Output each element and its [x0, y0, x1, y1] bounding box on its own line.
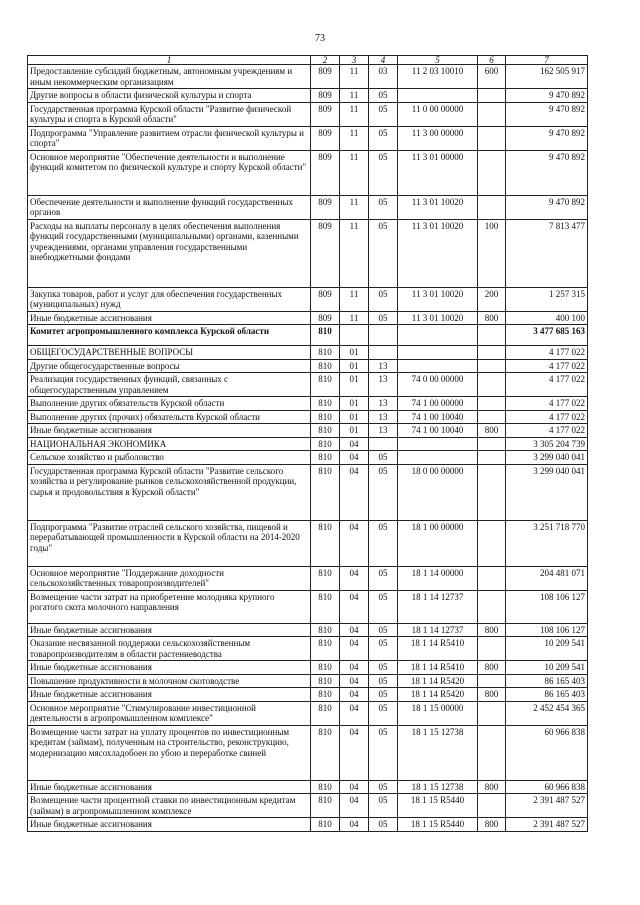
row-csr-cell: 18 1 14 R5420 [398, 688, 478, 702]
row-rz-cell: 04 [340, 451, 369, 465]
row-sum-cell: 9 470 892 [506, 89, 588, 103]
row-vr-cell: 800 [478, 623, 506, 637]
row-ved-cell: 810 [311, 780, 340, 794]
row-csr-cell: 11 3 01 10020 [398, 311, 478, 325]
row-pr-cell: 05 [369, 688, 398, 702]
table-row [28, 520, 588, 566]
column-header: 7 [506, 56, 588, 65]
row-csr-cell: 18 1 14 12737 [398, 590, 478, 623]
table-row [28, 359, 588, 373]
budget-table [27, 55, 588, 832]
row-ved-cell: 809 [311, 102, 340, 126]
row-pr-cell: 05 [369, 701, 398, 725]
row-pr-cell [369, 437, 398, 451]
row-sum-cell: 162 505 917 [506, 65, 588, 89]
row-pr-cell: 13 [369, 424, 398, 438]
row-name-cell: Возмещение части процентной ставки по инвестиционным кредитам (займам) в агропромышленном комплексе [28, 794, 311, 818]
row-vr-cell [478, 451, 506, 465]
row-name-cell: Сельское хозяйство и рыболовство [28, 451, 311, 465]
row-pr-cell: 13 [369, 359, 398, 373]
row-name-cell: ОБЩЕГОСУДАРСТВЕННЫЕ ВОПРОСЫ [28, 346, 311, 360]
row-ved-cell: 810 [311, 674, 340, 688]
row-rz-cell [340, 325, 369, 346]
row-rz-cell: 01 [340, 410, 369, 424]
row-csr-cell: 74 1 00 00000 [398, 397, 478, 411]
table-row [28, 780, 588, 794]
row-csr-cell: 18 1 14 R5410 [398, 661, 478, 675]
row-pr-cell: 05 [369, 590, 398, 623]
row-vr-cell [478, 102, 506, 126]
table-row [28, 325, 588, 346]
row-sum-cell: 108 106 127 [506, 590, 588, 623]
row-sum-cell: 400 100 [506, 311, 588, 325]
row-sum-cell: 4 177 022 [506, 424, 588, 438]
row-rz-cell: 11 [340, 89, 369, 103]
row-sum-cell: 4 177 022 [506, 373, 588, 397]
row-ved-cell: 809 [311, 311, 340, 325]
row-sum-cell: 4 177 022 [506, 346, 588, 360]
row-csr-cell: 18 1 15 R5440 [398, 818, 478, 832]
row-ved-cell: 810 [311, 701, 340, 725]
row-csr-cell: 11 3 00 00000 [398, 126, 478, 150]
row-name-cell: Иные бюджетные ассигнования [28, 623, 311, 637]
row-sum-cell: 204 481 071 [506, 566, 588, 590]
table-row [28, 89, 588, 103]
row-ved-cell: 810 [311, 725, 340, 780]
row-name-cell: Другие общегосударственные вопросы [28, 359, 311, 373]
row-pr-cell: 05 [369, 219, 398, 287]
row-sum-cell: 2 452 454 365 [506, 701, 588, 725]
row-ved-cell: 810 [311, 566, 340, 590]
row-pr-cell: 05 [369, 464, 398, 520]
row-vr-cell: 800 [478, 311, 506, 325]
row-rz-cell: 11 [340, 126, 369, 150]
column-header: 1 [28, 56, 311, 65]
row-ved-cell: 810 [311, 661, 340, 675]
table-row [28, 311, 588, 325]
row-vr-cell: 800 [478, 661, 506, 675]
row-sum-cell: 3 251 718 770 [506, 520, 588, 566]
row-sum-cell: 7 813 477 [506, 219, 588, 287]
row-name-cell: Предоставление субсидий бюджетным, автономным учреждениям и иным некоммерческим организациям [28, 65, 311, 89]
row-ved-cell: 810 [311, 325, 340, 346]
row-csr-cell [398, 89, 478, 103]
table-row [28, 701, 588, 725]
row-ved-cell: 809 [311, 195, 340, 219]
row-csr-cell: 74 1 00 10040 [398, 410, 478, 424]
row-ved-cell: 810 [311, 373, 340, 397]
row-rz-cell: 11 [340, 102, 369, 126]
table-row [28, 464, 588, 520]
row-name-cell: Иные бюджетные ассигнования [28, 424, 311, 438]
row-pr-cell: 13 [369, 410, 398, 424]
row-csr-cell [398, 451, 478, 465]
row-csr-cell: 18 1 00 00000 [398, 520, 478, 566]
row-ved-cell: 810 [311, 794, 340, 818]
row-csr-cell: 18 1 15 00000 [398, 701, 478, 725]
table-row [28, 346, 588, 360]
column-header: 5 [398, 56, 478, 65]
table-row [28, 424, 588, 438]
table-row [28, 637, 588, 661]
row-rz-cell: 04 [340, 701, 369, 725]
row-name-cell: Возмещение части затрат на уплату процентов по инвестиционным кредитам (займам), полученным на строительство, реконструкцию, модернизацию мясохладобоен по убою и переработке свиней [28, 725, 311, 780]
row-vr-cell [478, 637, 506, 661]
row-pr-cell [369, 325, 398, 346]
row-ved-cell: 809 [311, 150, 340, 195]
row-name-cell: Основное мероприятие "Обеспечение деятельности и выполнение функций комитетом по физической культуре и спорту Курской области" [28, 150, 311, 195]
row-sum-cell: 9 470 892 [506, 150, 588, 195]
table-row [28, 794, 588, 818]
row-rz-cell: 04 [340, 566, 369, 590]
row-ved-cell: 810 [311, 637, 340, 661]
row-vr-cell [478, 464, 506, 520]
row-pr-cell: 05 [369, 89, 398, 103]
row-vr-cell [478, 373, 506, 397]
row-csr-cell [398, 437, 478, 451]
row-name-cell: Оказание несвязанной поддержки сельскохозяйственным товаропроизводителям в области растениеводства [28, 637, 311, 661]
row-rz-cell: 04 [340, 794, 369, 818]
row-ved-cell: 809 [311, 219, 340, 287]
row-pr-cell: 05 [369, 674, 398, 688]
row-csr-cell: 11 3 01 10020 [398, 219, 478, 287]
row-name-cell: Реализация государственных функций, связанных с общегосударственным управлением [28, 373, 311, 397]
column-header: 2 [311, 56, 340, 65]
row-csr-cell: 18 1 14 R5420 [398, 674, 478, 688]
row-vr-cell [478, 437, 506, 451]
row-csr-cell: 11 3 01 10020 [398, 195, 478, 219]
row-name-cell: Основное мероприятие "Поддержание доходности сельскохозяйственных товаропроизводителей" [28, 566, 311, 590]
row-csr-cell: 18 1 15 12738 [398, 780, 478, 794]
row-sum-cell: 86 165 403 [506, 688, 588, 702]
row-vr-cell [478, 794, 506, 818]
row-csr-cell: 74 1 00 10040 [398, 424, 478, 438]
row-rz-cell: 04 [340, 520, 369, 566]
table-row [28, 65, 588, 89]
column-header: 4 [369, 56, 398, 65]
row-ved-cell: 810 [311, 623, 340, 637]
row-rz-cell: 11 [340, 219, 369, 287]
table-row [28, 126, 588, 150]
row-ved-cell: 810 [311, 590, 340, 623]
row-pr-cell: 05 [369, 126, 398, 150]
row-rz-cell: 04 [340, 780, 369, 794]
row-sum-cell: 9 470 892 [506, 126, 588, 150]
row-rz-cell: 04 [340, 725, 369, 780]
row-ved-cell: 810 [311, 359, 340, 373]
row-vr-cell: 800 [478, 780, 506, 794]
column-header-row [28, 56, 588, 65]
row-sum-cell: 3 299 040 041 [506, 451, 588, 465]
row-rz-cell: 04 [340, 661, 369, 675]
row-name-cell: Основное мероприятие "Стимулирование инвестиционной деятельности в агропромышленном комплексе" [28, 701, 311, 725]
row-rz-cell: 11 [340, 65, 369, 89]
row-sum-cell: 60 966 838 [506, 780, 588, 794]
row-name-cell: Иные бюджетные ассигнования [28, 661, 311, 675]
row-name-cell: Иные бюджетные ассигнования [28, 818, 311, 832]
row-sum-cell: 4 177 022 [506, 397, 588, 411]
row-pr-cell: 05 [369, 661, 398, 675]
row-name-cell: Иные бюджетные ассигнования [28, 311, 311, 325]
column-header: 6 [478, 56, 506, 65]
row-vr-cell [478, 520, 506, 566]
table-row [28, 623, 588, 637]
row-ved-cell: 810 [311, 437, 340, 451]
row-ved-cell: 810 [311, 424, 340, 438]
table-row [28, 410, 588, 424]
row-ved-cell: 809 [311, 65, 340, 89]
page-number: 73 [315, 33, 325, 44]
row-sum-cell: 86 165 403 [506, 674, 588, 688]
row-vr-cell: 100 [478, 219, 506, 287]
row-vr-cell [478, 725, 506, 780]
row-name-cell: Расходы на выплаты персоналу в целях обеспечения выполнения функций государственными (муниципальными) органами, казенными учреждениями, органами управления государственными внебюджетными фондами [28, 219, 311, 287]
table-body [28, 65, 588, 832]
row-vr-cell [478, 590, 506, 623]
row-rz-cell: 11 [340, 150, 369, 195]
table-row [28, 674, 588, 688]
column-header: 3 [340, 56, 369, 65]
row-rz-cell: 04 [340, 623, 369, 637]
row-sum-cell: 108 106 127 [506, 623, 588, 637]
row-csr-cell: 18 0 00 00000 [398, 464, 478, 520]
row-pr-cell: 05 [369, 818, 398, 832]
row-rz-cell: 04 [340, 437, 369, 451]
table-row [28, 725, 588, 780]
row-rz-cell: 11 [340, 195, 369, 219]
row-pr-cell: 05 [369, 520, 398, 566]
row-rz-cell: 04 [340, 674, 369, 688]
row-vr-cell [478, 195, 506, 219]
row-ved-cell: 810 [311, 688, 340, 702]
row-rz-cell: 04 [340, 688, 369, 702]
row-vr-cell [478, 325, 506, 346]
row-pr-cell: 05 [369, 150, 398, 195]
row-ved-cell: 810 [311, 464, 340, 520]
row-name-cell: Иные бюджетные ассигнования [28, 780, 311, 794]
row-sum-cell: 4 177 022 [506, 359, 588, 373]
row-name-cell: Выполнение других обязательств Курской области [28, 397, 311, 411]
row-vr-cell [478, 566, 506, 590]
row-name-cell: Подпрограмма "Управление развитием отрасли физической культуры и спорта" [28, 126, 311, 150]
row-sum-cell: 60 966 838 [506, 725, 588, 780]
row-pr-cell: 05 [369, 102, 398, 126]
row-ved-cell: 810 [311, 397, 340, 411]
row-rz-cell: 01 [340, 346, 369, 360]
row-ved-cell: 810 [311, 818, 340, 832]
row-rz-cell: 01 [340, 373, 369, 397]
row-ved-cell: 809 [311, 287, 340, 311]
row-sum-cell: 3 477 685 163 [506, 325, 588, 346]
table-row [28, 195, 588, 219]
row-pr-cell: 05 [369, 725, 398, 780]
row-rz-cell: 04 [340, 818, 369, 832]
row-pr-cell: 05 [369, 287, 398, 311]
row-vr-cell: 600 [478, 65, 506, 89]
row-csr-cell: 11 2 03 10010 [398, 65, 478, 89]
row-csr-cell: 11 0 00 00000 [398, 102, 478, 126]
row-name-cell: Государственная программа Курской области "Развитие физической культуры и спорта в Курской области" [28, 102, 311, 126]
row-pr-cell: 05 [369, 195, 398, 219]
row-name-cell: Государственная программа Курской области "Развитие сельского хозяйства и регулирование рынков сельскохозяйственной продукции, сырья и продовольствия в Курской области" [28, 464, 311, 520]
table-row [28, 661, 588, 675]
row-sum-cell: 9 470 892 [506, 102, 588, 126]
row-vr-cell [478, 150, 506, 195]
row-vr-cell [478, 126, 506, 150]
row-pr-cell [369, 346, 398, 360]
row-ved-cell: 809 [311, 126, 340, 150]
row-sum-cell: 10 209 541 [506, 637, 588, 661]
table-row [28, 566, 588, 590]
row-name-cell: Комитет агропромышленного комплекса Курской области [28, 325, 311, 346]
row-pr-cell: 05 [369, 794, 398, 818]
row-name-cell: Выполнение других (прочих) обязательств Курской области [28, 410, 311, 424]
row-pr-cell: 13 [369, 397, 398, 411]
row-name-cell: Подпрограмма "Развитие отраслей сельского хозяйства, пищевой и перерабатывающей промышленности в Курской области на 2014-2020 годы" [28, 520, 311, 566]
row-pr-cell: 13 [369, 373, 398, 397]
row-csr-cell [398, 359, 478, 373]
row-ved-cell: 810 [311, 410, 340, 424]
row-ved-cell: 809 [311, 89, 340, 103]
row-name-cell: НАЦИОНАЛЬНАЯ ЭКОНОМИКА [28, 437, 311, 451]
row-csr-cell: 11 3 01 10020 [398, 287, 478, 311]
row-vr-cell: 800 [478, 424, 506, 438]
row-vr-cell [478, 346, 506, 360]
row-name-cell: Обеспечение деятельности и выполнение функций государственных органов [28, 195, 311, 219]
table-row [28, 373, 588, 397]
row-name-cell: Закупка товаров, работ и услуг для обеспечения государственных (муниципальных) нужд [28, 287, 311, 311]
row-pr-cell: 05 [369, 780, 398, 794]
row-rz-cell: 04 [340, 637, 369, 661]
row-vr-cell [478, 89, 506, 103]
row-name-cell: Возмещение части затрат на приобретение молодняка крупного рогатого скота молочного направления [28, 590, 311, 623]
row-vr-cell [478, 674, 506, 688]
row-csr-cell [398, 325, 478, 346]
row-vr-cell [478, 701, 506, 725]
row-sum-cell: 4 177 022 [506, 410, 588, 424]
row-rz-cell: 11 [340, 287, 369, 311]
row-sum-cell: 3 305 204 739 [506, 437, 588, 451]
row-rz-cell: 04 [340, 590, 369, 623]
table-row [28, 287, 588, 311]
row-ved-cell: 810 [311, 346, 340, 360]
row-ved-cell: 810 [311, 520, 340, 566]
row-csr-cell: 18 1 15 12738 [398, 725, 478, 780]
row-csr-cell: 18 1 15 R5440 [398, 794, 478, 818]
row-pr-cell: 05 [369, 637, 398, 661]
row-vr-cell: 200 [478, 287, 506, 311]
table-row [28, 437, 588, 451]
row-ved-cell: 810 [311, 451, 340, 465]
table-row [28, 102, 588, 126]
row-name-cell: Повышение продуктивности в молочном скотоводстве [28, 674, 311, 688]
row-sum-cell: 10 209 541 [506, 661, 588, 675]
row-sum-cell: 2 391 487 527 [506, 794, 588, 818]
table-row [28, 590, 588, 623]
table-row [28, 150, 588, 195]
row-rz-cell: 01 [340, 397, 369, 411]
row-sum-cell: 2 391 487 527 [506, 818, 588, 832]
row-pr-cell: 05 [369, 311, 398, 325]
row-vr-cell [478, 359, 506, 373]
row-csr-cell: 18 1 14 12737 [398, 623, 478, 637]
row-vr-cell [478, 410, 506, 424]
table-row [28, 451, 588, 465]
table-row [28, 219, 588, 287]
row-rz-cell: 01 [340, 359, 369, 373]
row-name-cell: Другие вопросы в области физической культуры и спорта [28, 89, 311, 103]
row-pr-cell: 03 [369, 65, 398, 89]
row-rz-cell: 04 [340, 464, 369, 520]
row-vr-cell: 800 [478, 688, 506, 702]
row-csr-cell: 18 1 14 00000 [398, 566, 478, 590]
table-row [28, 397, 588, 411]
table-row [28, 688, 588, 702]
row-pr-cell: 05 [369, 566, 398, 590]
row-vr-cell: 800 [478, 818, 506, 832]
row-rz-cell: 11 [340, 311, 369, 325]
row-csr-cell: 18 1 14 R5410 [398, 637, 478, 661]
row-sum-cell: 1 257 315 [506, 287, 588, 311]
row-vr-cell [478, 397, 506, 411]
table-row [28, 818, 588, 832]
row-pr-cell: 05 [369, 623, 398, 637]
row-name-cell: Иные бюджетные ассигнования [28, 688, 311, 702]
row-csr-cell [398, 346, 478, 360]
row-csr-cell: 74 0 00 00000 [398, 373, 478, 397]
row-pr-cell: 05 [369, 451, 398, 465]
row-csr-cell: 11 3 01 00000 [398, 150, 478, 195]
row-sum-cell: 3 299 040 041 [506, 464, 588, 520]
row-rz-cell: 01 [340, 424, 369, 438]
row-sum-cell: 9 470 892 [506, 195, 588, 219]
